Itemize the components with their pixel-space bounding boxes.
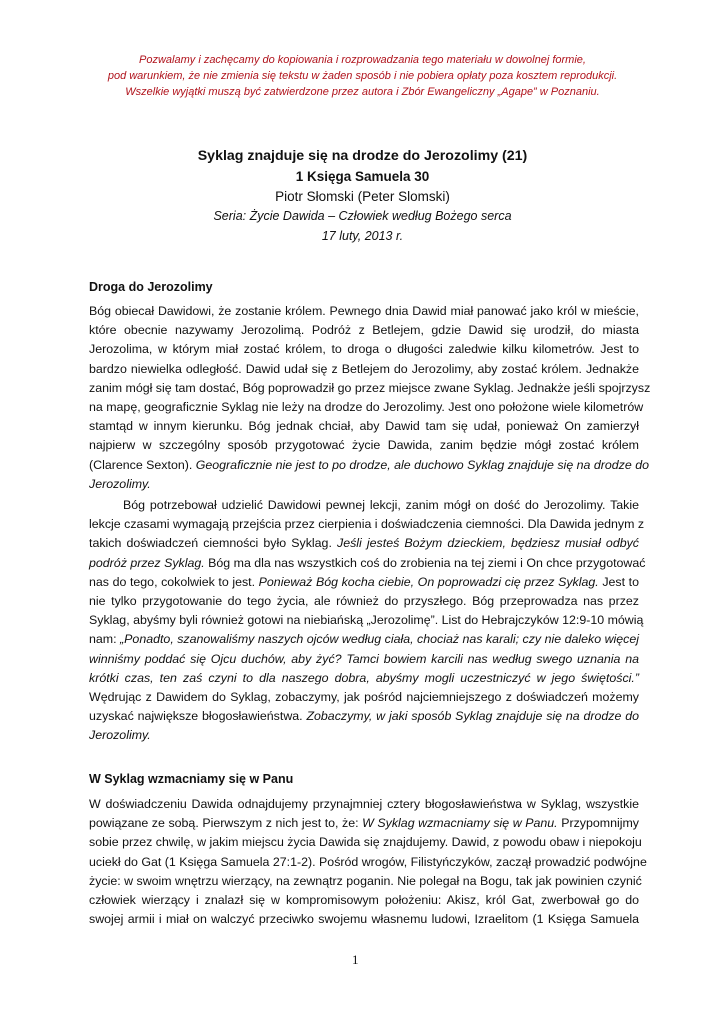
text-run: Bóg ma dla nas wszystkich coś do zrobienia na tej ziemi i On chce przygotować — [204, 555, 646, 570]
text-line: W doświadczeniu Dawida odnajdujemy przynajmniej cztery błogosławieństwa w Syklag, wszystkie — [89, 797, 639, 811]
text-line: bardzo niewielka odległość. Dawid udał się z Betlejem do Jerozolimy, aby zostać królem. Jednakże — [89, 361, 639, 376]
text-line: na mapę, geograficznie Syklag nie leży na drodze do Jerozolimy. Jest ono położone wiele kilometrów — [89, 399, 644, 414]
emphasis-text: Ponieważ Bóg kocha ciebie, On poprowadzi cię przez Syklag. — [258, 574, 599, 589]
text-line: Syklag, abyśmy byli również gotowi na niebiańską „Jerozolimę”. List do Hebrajczyków 12:9-10 mówią — [89, 613, 644, 628]
emphasis-text: Zobaczymy, w jaki sposób Syklag znajduje się na drodze do — [306, 709, 640, 724]
document-date: 17 luty, 2013 r. — [321, 229, 404, 243]
notice-line: Wszelkie wyjątki muszą być zatwierdzone przez autora i Zbór Ewangeliczny „Agape” w Poznaniu. — [125, 86, 600, 98]
emphasis-text: W Syklag wzmacniamy się w Panu. — [362, 816, 558, 831]
quote-text: „Ponadto, szanowaliśmy naszych ojców według ciała, chociaż nas karali; czy nie daleko więcej — [120, 632, 639, 647]
text-line: życie: w swoim wnętrzu wierzący, na zewnątrz poganin. Nie polegał na Bogu, tak jak powinien czynić — [89, 873, 642, 888]
text-line: Jerozolima, w którym miał zostać królem, to droga o długości zaledwie kilku kilometrów. Jest to — [89, 342, 639, 357]
text-run: Jest to — [598, 574, 639, 589]
emphasis-text: Jerozolimy. — [89, 476, 151, 491]
text-run: uzyskać największe błogosławieństwa. — [89, 709, 307, 724]
document-author: Piotr Słomski (Peter Slomski) — [275, 189, 450, 204]
notice-line: pod warunkiem, że nie zmienia się tekstu w żaden sposób i nie pobiera opłaty poza kosztem reprodukcji. — [107, 70, 618, 82]
document-title: Syklag znajduje się na drodze do Jerozolimy (21) — [197, 148, 528, 164]
text-line: sobie przez chwilę, w jakim miejscu życia Dawida się znajdujemy. Dawid, z powodu obaw i niepokoju — [89, 835, 642, 850]
text-line: Bóg potrzebował udzielić Dawidowi pewnej lekcji, zanim mógł on dość do Jerozolimy. Takie — [123, 498, 639, 512]
copyright-notice — [60, 52, 665, 100]
emphasis-text: Geograficznie nie jest to po drodze, ale duchowo Syklag znajduje się na drodze do — [195, 457, 649, 472]
document-series: Seria: Życie Dawida – Człowiek według Bożego serca — [213, 209, 512, 223]
title-block — [60, 147, 665, 246]
text-line: stamtąd w innym kierunku. Bóg jednak chciał, aby Dawid tam się udał, ponieważ On zamierzył — [89, 419, 639, 434]
text-run: nas do tego, cokolwiek to jest. — [89, 574, 259, 589]
text-line — [89, 554, 646, 573]
text-line: Bóg obiecał Dawidowi, że zostanie królem. Pewnego dnia Dawid miał panować jako król w mieście, — [89, 304, 639, 318]
paragraph — [89, 302, 651, 494]
text-line: zanim mógł się tam dostać, Bóg poprowadził go przez miejsce zwane Syklag. Jednakże jeśli spojrzysz — [89, 380, 651, 395]
text-line: człowiek wierzący i znalazł się w kompromisowym położeniu: Akisz, król Gat, zwerbował go do — [89, 892, 639, 907]
emphasis-text: Jeśli jesteś Bożym dzieckiem, będziesz musiał odbyć — [337, 536, 639, 551]
page-number: 1 — [352, 952, 359, 967]
text-run: powiązane ze sobą. Pierwszym z nich jest to, że: — [89, 816, 363, 831]
quote-text: krótki czas, ten zaś czyni to dla naszego dobra, abyśmy mogli uczestniczyć w jego świętości.” — [89, 670, 639, 685]
text-run: takich doświadczeń ciemności było Syklag. — [89, 536, 338, 551]
section-heading: W Syklag wzmacniamy się w Panu — [89, 772, 294, 786]
text-line — [89, 630, 639, 649]
text-line — [89, 573, 639, 592]
quote-text: winniśmy poddać się Ojcu duchów, aby żyć? Tamci bowiem karcili nas według swego uznania na — [89, 651, 639, 666]
document-subtitle: 1 Księga Samuela 30 — [295, 169, 430, 184]
text-run: Przypomnijmy — [557, 816, 639, 831]
emphasis-text: Jerozolimy. — [89, 728, 151, 743]
text-line: lekcje czasami wymagają przejścia przez cierpienia i doświadczenia ciemności. Dla Dawida jednym z — [89, 517, 645, 532]
paragraph — [89, 795, 647, 929]
section-heading: Droga do Jerozolimy — [89, 280, 213, 294]
text-run: (Clarence Sexton). — [89, 457, 196, 472]
paragraph — [89, 496, 646, 745]
emphasis-text: podróż przez Syklag. — [89, 555, 205, 570]
text-line — [89, 534, 639, 553]
text-line — [89, 707, 639, 726]
text-line: swojej armii i miał on walczyć przeciwko swojemu własnemu ludowi, Izraelitom (1 Księga Samuela — [89, 912, 639, 927]
text-line: najpierw w szczególny sposób przygotować życie Dawida, zanim będzie mógł zostać królem — [89, 438, 639, 453]
text-run: nam: — [89, 632, 121, 647]
text-line: uciekł do Gat (1 Księga Samuela 27:1-2). Pośród wrogów, Filistyńczyków, zaczął prowadzić podwójne — [89, 854, 647, 869]
text-line: nie tylko przygotowanie do tego życia, ale również do przyszłego. Bóg przeprowadza nas przez — [89, 593, 639, 608]
text-line: Wędrując z Dawidem do Syklag, zobaczymy, jak pośród najciemniejszego z doświadczeń możemy — [89, 689, 639, 704]
text-line — [89, 456, 649, 475]
text-line — [89, 814, 639, 833]
notice-line: Pozwalamy i zachęcamy do kopiowania i rozprowadzania tego materiału w dowolnej formie, — [139, 54, 586, 66]
text-line: które obecnie nazywamy Jerozolimą. Podróż z Betlejem, gdzie Dawid się urodził, do miasta — [89, 323, 639, 338]
